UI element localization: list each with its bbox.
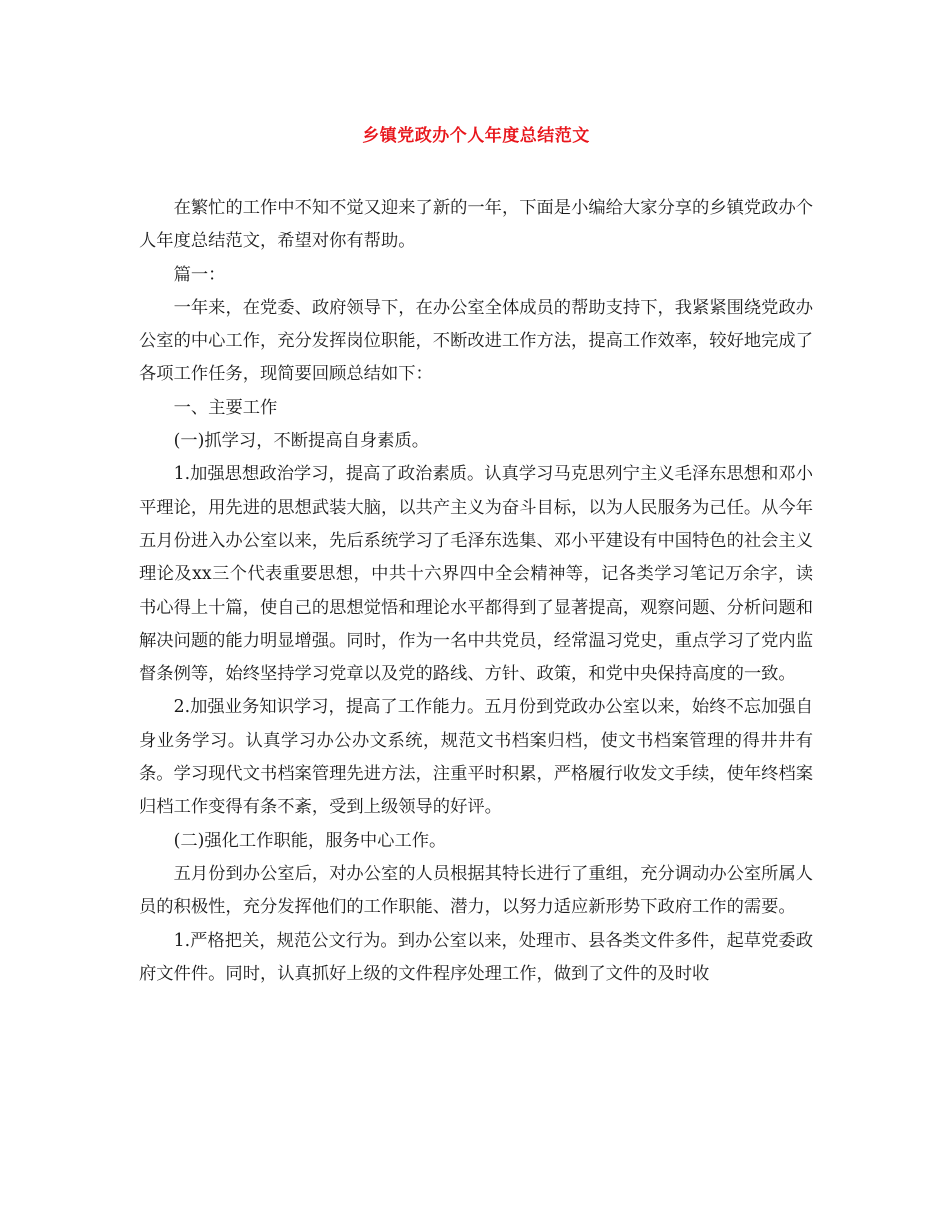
- subsection-heading-functions: (二)强化工作职能，服务中心工作。: [173, 830, 447, 851]
- paragraph-office-reorganization: 五月份到办公室后，对办公室的人员根据其特长进行了重组，充分调动办公室所属人员的积极性，充分发挥他们的工作职能、潜力，以努力适应新形势下政府工作的需要。: [139, 863, 814, 918]
- section-heading-main-work: 一、主要工作: [173, 397, 278, 418]
- paragraph-document-handling: 1.严格把关，规范公文行为。到办公室以来，处理市、县各类文件多件，起草党委政府文件件。同时，认真抓好上级的文件程序处理工作，做到了文件的及时收: [139, 930, 813, 984]
- paragraph-business-study: 2.加强业务知识学习，提高了工作能力。五月份到党政办公室以来，始终不忘加强自身业务学习。认真学习办公办文系统，规范文书档案归档，使文书档案管理的得井井有条。学习现代文书档案管理先进方法，注重平时积累，严格履行收发文手续，使年终档案归档工作变得有条不紊，受到上级领导的好评。: [139, 697, 813, 818]
- subsection-heading-study: (一)抓学习，不断提高自身素质。: [173, 431, 430, 452]
- paragraph-political-study: 1.加强思想政治学习，提高了政治素质。认真学习马克思列宁主义毛泽东思想和邓小平理论，用先进的思想武装大脑，以共产主义为奋斗目标，以为人民服务为己任。从今年五月份进入办公室以来，先后系统学习了毛泽东选集、邓小平建设有中国特色的社会主义理论及xx三个代表重要思想，中共十六界四中全会精神等，记各类学习笔记万余字，读书心得上十篇，使自己的思想觉悟和理论水平都得到了显著提高，观察问题、分析问题和解决问题的能力明显增强。同时，作为一名中共党员，经常温习党史，重点学习了党内监督条例等，始终坚持学习党章以及党的路线、方针、政策，和党中央保持高度的一致。: [139, 464, 813, 685]
- paragraph-overview: 一年来，在党委、政府领导下，在办公室全体成员的帮助支持下，我紧紧围绕党政办公室的中心工作，充分发挥岗位职能，不断改进工作方法，提高工作效率，较好地完成了各项工作任务，现简要回顾总结如下：: [139, 297, 814, 385]
- paragraph-intro: 在繁忙的工作中不知不觉又迎来了新的一年，下面是小编给大家分享的乡镇党政办个人年度总结范文，希望对你有帮助。: [139, 198, 814, 252]
- document-title: 乡镇党政办个人年度总结范文: [362, 126, 590, 146]
- paragraph-part-one: 篇一：: [173, 264, 226, 285]
- document-page: [139, 118, 813, 991]
